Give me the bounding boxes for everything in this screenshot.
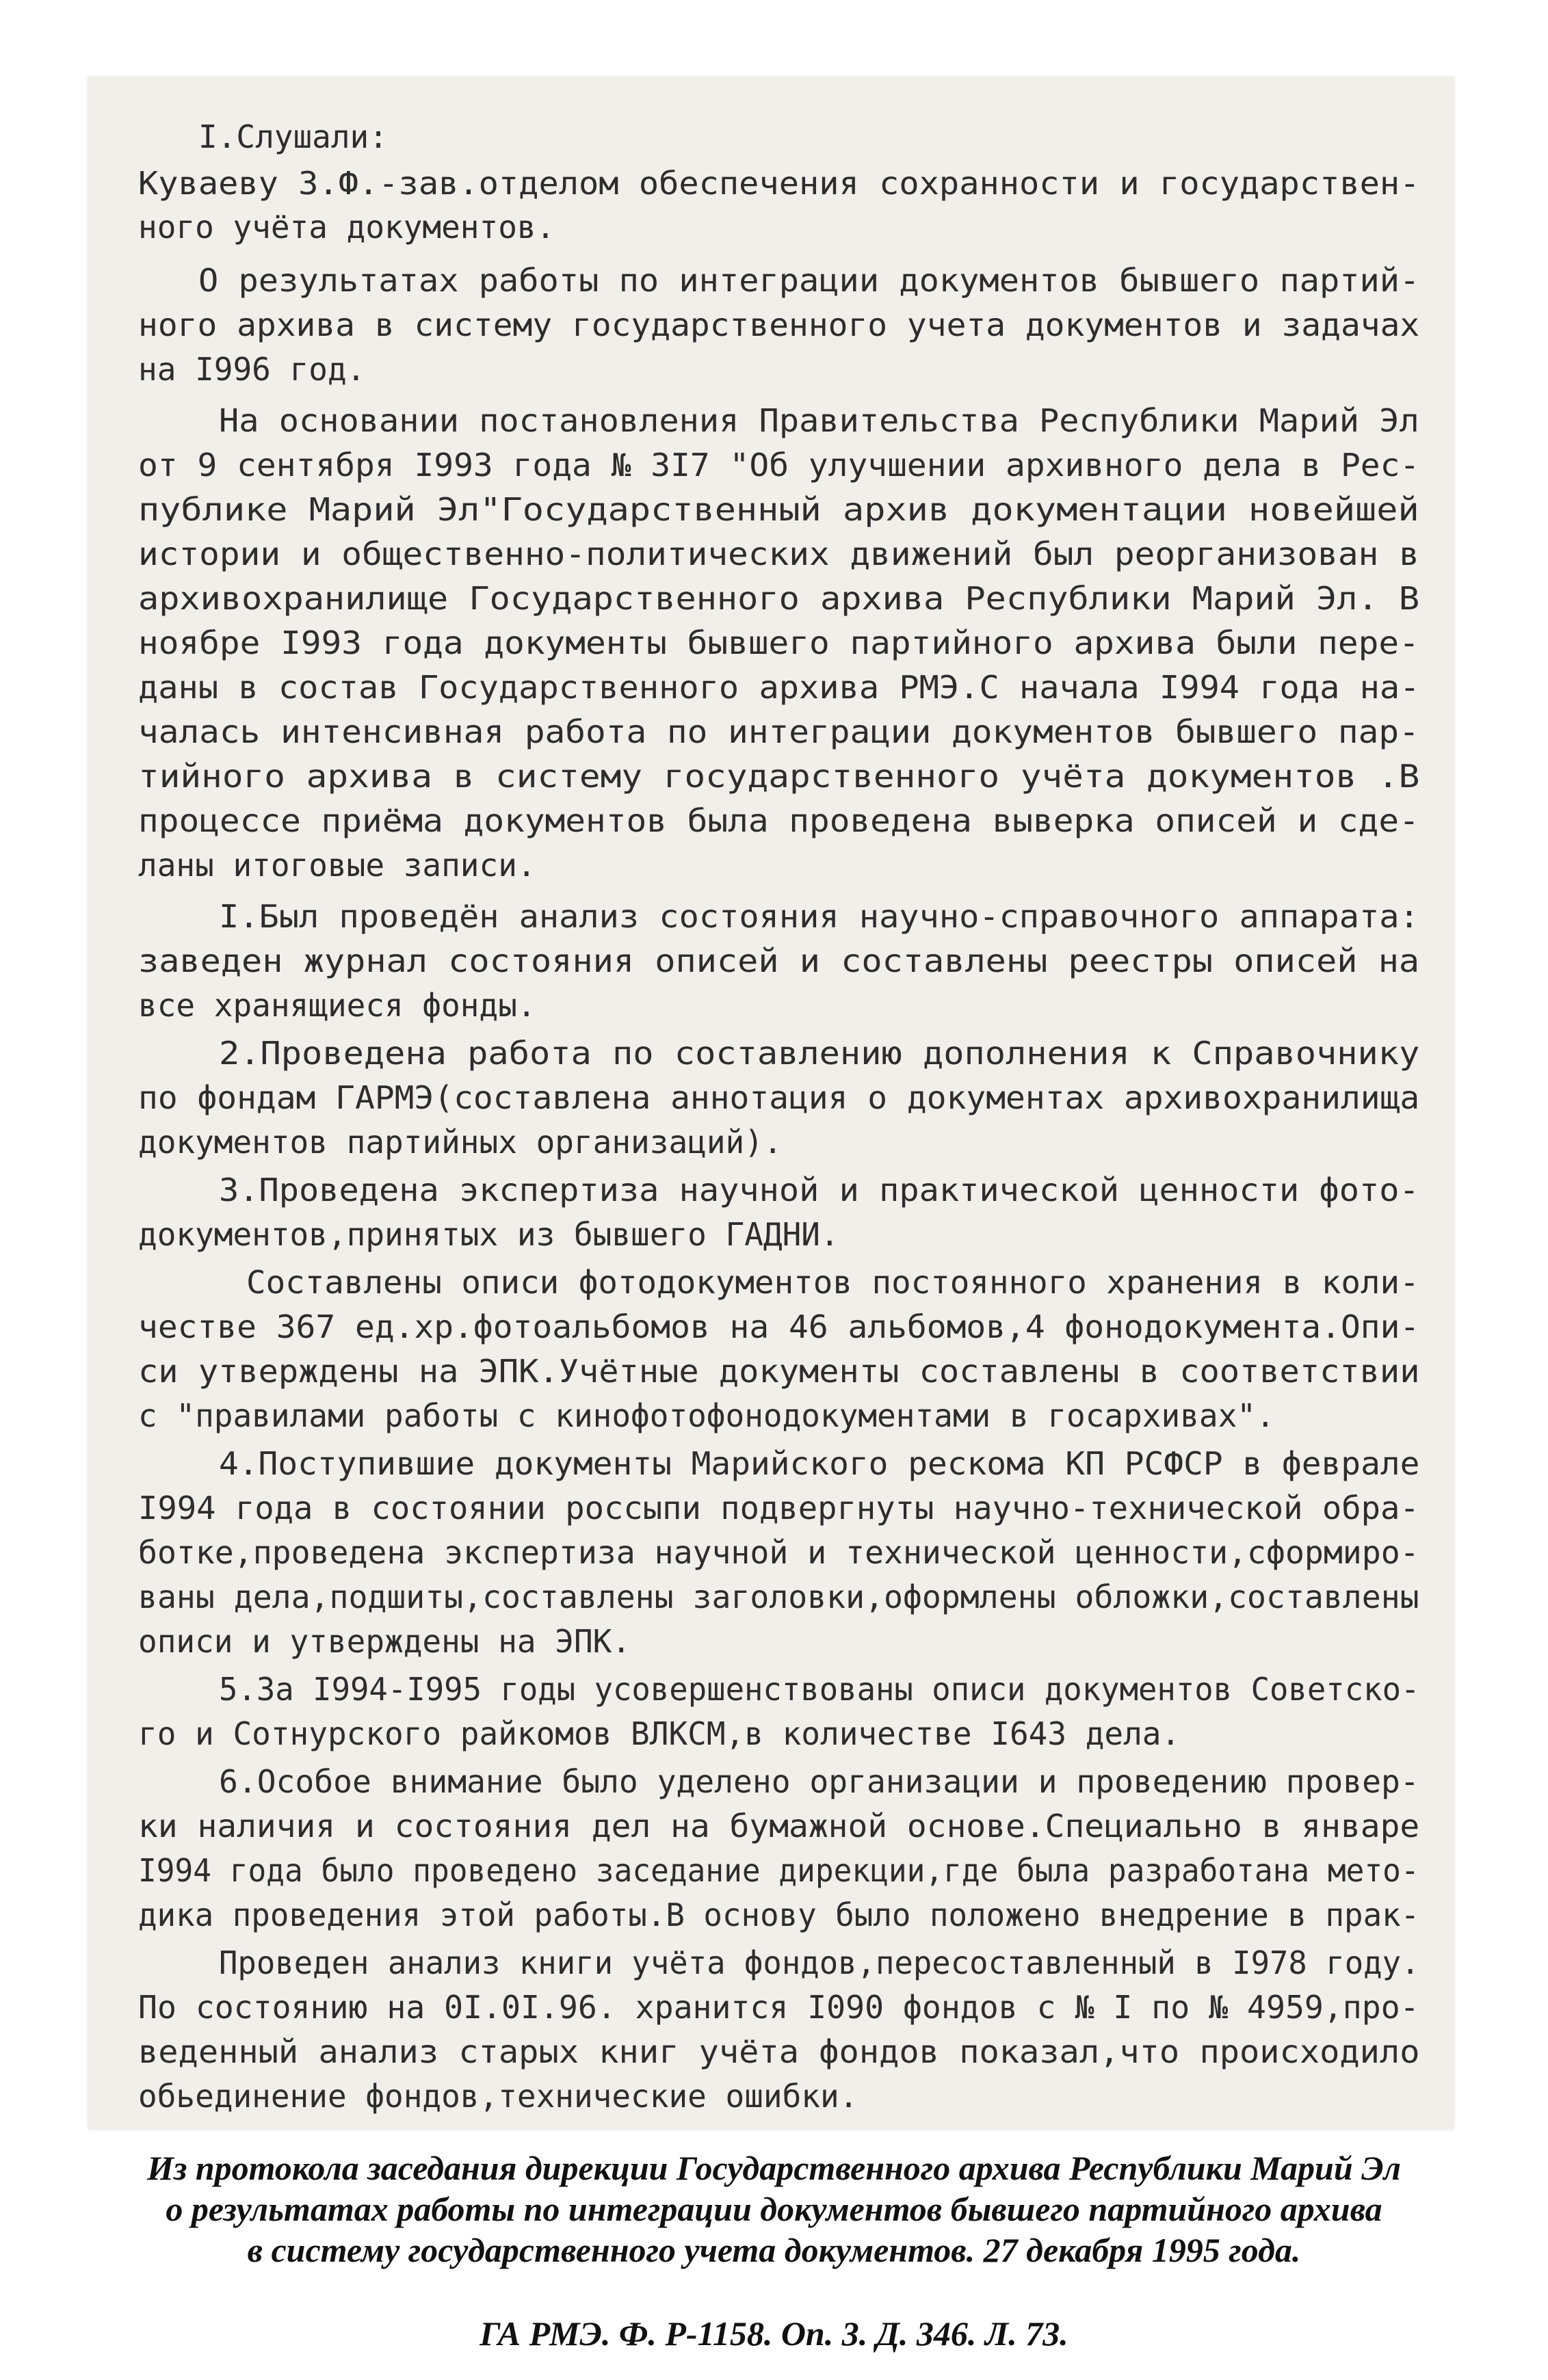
document-line: документов,принятых из бывшего ГАДНИ. — [138, 1216, 839, 1253]
document-line: 5.За I994-I995 годы усовершенствованы описи документов Советско- — [219, 1671, 1420, 1708]
document-line: 3.Проведена экспертиза научной и практической ценности фото- — [219, 1172, 1419, 1208]
document-line: I.Был проведён анализ состояния научно-справочного аппарата: — [219, 898, 1419, 935]
document-line: документов партийных организаций). — [138, 1124, 783, 1161]
document-line: По состоянию на 0I.0I.96. хранится I090 фондов с № I по № 4959,про- — [138, 1989, 1419, 2026]
document-line: все хранящиеся фонды. — [138, 987, 536, 1024]
document-line: 2.Проведена работа по составлению дополнения к Справочнику — [219, 1035, 1420, 1072]
document-line: го и Сотнурского райкомов ВЛКСМ,в количестве I643 дела. — [138, 1715, 1181, 1752]
archive-reference: ГА РМЭ. Ф. Р-1158. Оп. 3. Д. 346. Л. 73. — [480, 2314, 1068, 2353]
document-line: На основании постановления Правительства Республики Марий Эл — [219, 402, 1419, 439]
document-line: Проведен анализ книги учёта фондов,пересоставленный в I978 году. — [219, 1944, 1420, 1981]
document-line: дика проведения этой работы.В основу было положено внедрение в прак- — [138, 1896, 1420, 1933]
document-line: ваны дела,подшиты,составлены заголовки,оформлены обложки,составлены — [138, 1578, 1419, 1615]
document-line: О результатах работы по интеграции документов бывшего партий- — [198, 262, 1420, 299]
document-line: истории и общественно-политических движений был реорганизован в — [138, 536, 1419, 572]
document-line: чалась интенсивная работа по интеграции документов бывшего пар- — [138, 713, 1419, 750]
document-line: обьединение фондов,технические ошибки. — [138, 2078, 858, 2115]
document-line: 4.Поступившие документы Марийского рескома КП РСФСР в феврале — [219, 1445, 1420, 1482]
document-line: веденный анализ старых книг учёта фондов показал,что происходило — [138, 2033, 1420, 2070]
document-line: публике Марий Эл"Государственный архив документации новейшей — [138, 491, 1419, 528]
caption-line-1: Из протокола заседания дирекции Государственного архива Республики Марий Эл — [146, 2149, 1402, 2187]
caption-line-3: в систему государственного учета документов. 27 декабря 1995 года. — [247, 2231, 1301, 2269]
document-line: архивохранилище Государственного архива Республики Марий Эл. В — [138, 580, 1420, 617]
document-line: честве 367 ед.хр.фотоальбомов на 46 альбомов,4 фонодокумента.Опи- — [138, 1308, 1420, 1345]
document-line: 6.Особое внимание было уделено организации и проведению провер- — [219, 1763, 1419, 1800]
document-line: ботке,проведена экспертиза научной и технической ценности,сформиро- — [138, 1534, 1419, 1571]
document-line: I994 года в состоянии россыпи подвергнуты научно-технической обра- — [138, 1490, 1419, 1526]
document-line: ки наличия и состояния дел на бумажной основе.Специально в январе — [138, 1808, 1420, 1844]
document-line: тийного архива в систему государственного учёта документов .В — [138, 758, 1420, 795]
document-caption — [0, 2147, 1548, 2354]
document-line: от 9 сентября I993 года № 3I7 "Об улучшении архивного дела в Рес- — [138, 447, 1420, 484]
document-line: заведен журнал состояния описей и составлены реестры описей на — [138, 942, 1420, 979]
document-line: с "правилами работы с кинофотофонодокументами в госархивах". — [138, 1397, 1275, 1434]
document-line: I.Слушали: — [198, 118, 388, 155]
document-line: по фондам ГАРМЭ(составлена аннотация о документах архивохранилища — [138, 1079, 1420, 1116]
caption-line-2: о результатах работы по интеграции документов бывшего партийного архива — [166, 2190, 1382, 2228]
document-line: на I996 год. — [138, 351, 366, 388]
document-line: описи и утверждены на ЭПК. — [138, 1623, 631, 1660]
document-line: Составлены описи фотодокументов постоянного хранения в коли- — [246, 1264, 1419, 1301]
document-line: ного архива в систему государственного учета документов и задачах — [138, 306, 1420, 343]
document-line: ноябре I993 года документы бывшего партийного архива были пере- — [138, 624, 1419, 661]
document-line: си утверждены на ЭПК.Учётные документы составлены в соответствии — [138, 1353, 1420, 1390]
document-line: процессе приёма документов была проведена выверка описей и сде- — [138, 802, 1419, 839]
document-line: даны в состав Государственного архива РМЭ.С начала I994 года на- — [138, 669, 1420, 706]
document-line: ланы итоговые записи. — [138, 847, 536, 884]
document-line: I994 года было проведено заседание дирекции,где была разработана мето- — [138, 1852, 1419, 1889]
document-line: ного учёта документов. — [138, 209, 555, 246]
document-line: Куваеву З.Ф.-зав.отделом обеспечения сохранности и государствен- — [138, 165, 1420, 202]
